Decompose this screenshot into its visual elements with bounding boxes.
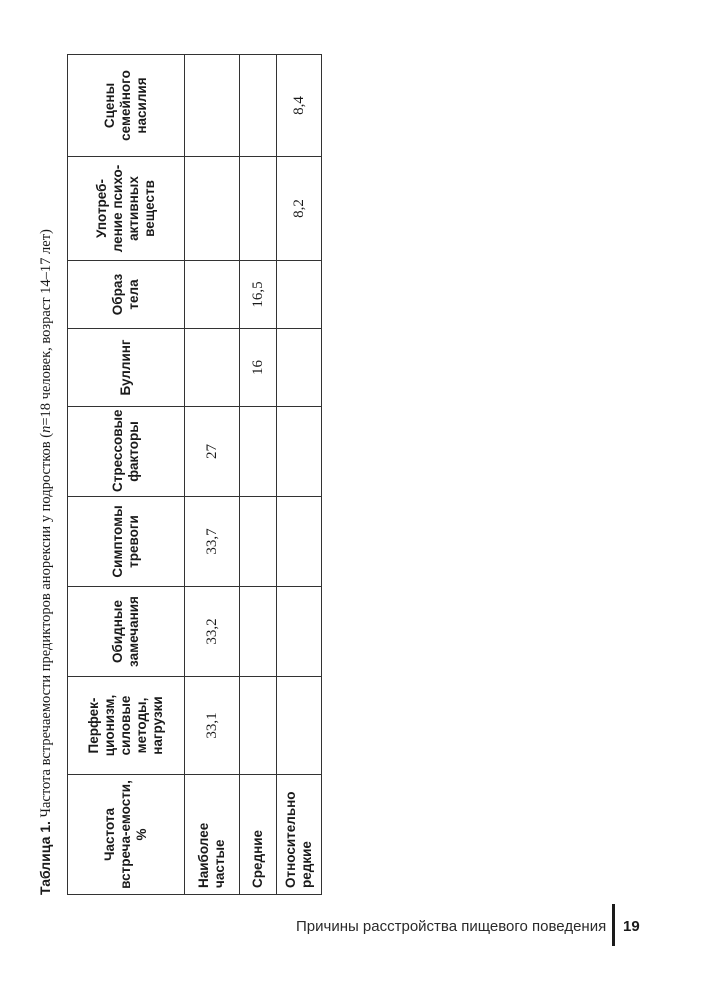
table-cell xyxy=(240,587,277,677)
table-cell xyxy=(240,55,277,157)
table-cell xyxy=(185,261,240,329)
table-cell xyxy=(240,407,277,497)
table-cell xyxy=(277,261,322,329)
table-cell: 8,4 xyxy=(277,55,322,157)
caption-rest: =18 человек, возраст 14–17 лет) xyxy=(38,229,54,426)
table-cell: 33,2 xyxy=(185,587,240,677)
caption-label: Таблица 1. xyxy=(37,821,53,895)
table-row xyxy=(240,55,277,895)
table-cell xyxy=(185,329,240,407)
header-anxiety-symptoms: Симптомы тревоги xyxy=(68,497,185,587)
header-body-image: Образ тела xyxy=(68,261,185,329)
table-cell xyxy=(240,677,277,775)
rotated-table-block xyxy=(30,55,320,895)
header-stress-factors: Стрессовые факторы xyxy=(68,407,185,497)
predictors-table xyxy=(67,54,322,895)
table-header-row xyxy=(68,55,185,895)
caption-text: Частота встречаемости предикторов анорексии у подростков ( xyxy=(38,432,54,822)
table-cell: 8,2 xyxy=(277,157,322,261)
table-cell: 16,5 xyxy=(240,261,277,329)
table-cell xyxy=(277,497,322,587)
table-cell xyxy=(185,157,240,261)
header-substance-use: Употреб-ление психо-активных веществ xyxy=(68,157,185,261)
table-caption xyxy=(30,55,60,895)
table-cell: 33,1 xyxy=(185,677,240,775)
row-label: Средние xyxy=(240,775,277,895)
table-cell xyxy=(277,329,322,407)
caption-n: n xyxy=(38,425,54,433)
table-cell xyxy=(277,407,322,497)
table-row xyxy=(277,55,322,895)
header-corner: Частота встреча-емости, % xyxy=(68,775,185,895)
row-label: Относительно редкие xyxy=(277,775,322,895)
table-cell xyxy=(240,157,277,261)
table-cell xyxy=(240,497,277,587)
table-cell xyxy=(277,587,322,677)
table-cell: 27 xyxy=(185,407,240,497)
header-offensive-remarks: Обидные замечания xyxy=(68,587,185,677)
table-cell xyxy=(277,677,322,775)
table-row xyxy=(185,55,240,895)
table-cell xyxy=(185,55,240,157)
header-bullying: Буллинг xyxy=(68,329,185,407)
page-number: 19 xyxy=(623,918,640,935)
footer-divider xyxy=(612,904,615,946)
table-cell: 33,7 xyxy=(185,497,240,587)
row-label: Наиболее частые xyxy=(185,775,240,895)
table-cell: 16 xyxy=(240,329,277,407)
header-family-violence: Сцены семейного насилия xyxy=(68,55,185,157)
header-perfectionism: Перфек-ционизм, силовые методы, нагрузки xyxy=(68,677,185,775)
running-footer-title: Причины расстройства пищевого поведения xyxy=(296,918,607,935)
